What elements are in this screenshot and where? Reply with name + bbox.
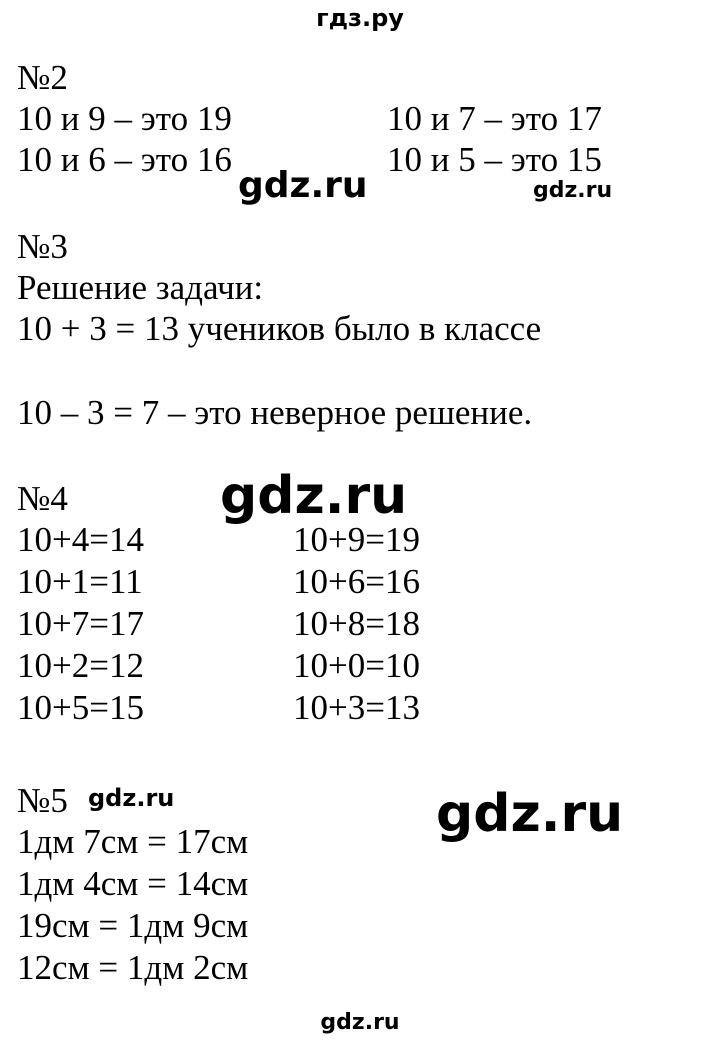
watermark-task2-small: gdz.ru bbox=[533, 178, 613, 203]
task2-left-line-1: 10 и 9 – это 19 bbox=[17, 99, 232, 138]
watermark-task5-small: gdz.ru bbox=[88, 784, 175, 812]
task4-left-line-4: 10+2=12 bbox=[17, 646, 144, 685]
task4-left-line-5: 10+5=15 bbox=[17, 688, 144, 727]
task4-right-line-5: 10+3=13 bbox=[293, 688, 420, 727]
watermark-top: гдз.ру bbox=[316, 4, 404, 32]
task5-line-2: 1дм 4см = 14см bbox=[17, 864, 249, 903]
task4-left-line-3: 10+7=17 bbox=[17, 604, 144, 643]
task5-line-1: 1дм 7см = 17см bbox=[17, 822, 249, 861]
task4-left-line-1: 10+4=14 bbox=[17, 520, 144, 559]
task4-left-line-2: 10+1=11 bbox=[17, 562, 143, 601]
task2-right-line-2: 10 и 5 – это 15 bbox=[387, 140, 602, 179]
task4-number: №4 bbox=[17, 479, 68, 518]
task3-heading: Решение задачи: bbox=[17, 268, 264, 307]
task3-wrong-solution: 10 – 3 = 7 – это неверное решение. bbox=[17, 393, 533, 432]
task5-line-3: 19см = 1дм 9см bbox=[17, 906, 249, 945]
watermark-bottom: gdz.ru bbox=[320, 1010, 400, 1035]
task2-right-line-1: 10 и 7 – это 17 bbox=[387, 99, 602, 138]
task3-correct-solution: 10 + 3 = 13 учеников было в классе bbox=[17, 309, 542, 348]
task4-right-line-3: 10+8=18 bbox=[293, 604, 420, 643]
task5-number: №5 bbox=[17, 781, 68, 820]
task5-line-4: 12см = 1дм 2см bbox=[17, 948, 249, 987]
watermark-task5-large: gdz.ru bbox=[436, 784, 624, 844]
task4-right-line-4: 10+0=10 bbox=[293, 646, 420, 685]
watermark-task4: gdz.ru bbox=[220, 466, 408, 526]
task4-right-line-2: 10+6=16 bbox=[293, 562, 420, 601]
task2-left-line-2: 10 и 6 – это 16 bbox=[17, 140, 232, 179]
task2-number: №2 bbox=[17, 58, 68, 97]
task4-right-line-1: 10+9=19 bbox=[293, 520, 420, 559]
watermark-task2: gdz.ru bbox=[238, 165, 368, 206]
task3-number: №3 bbox=[17, 227, 68, 266]
